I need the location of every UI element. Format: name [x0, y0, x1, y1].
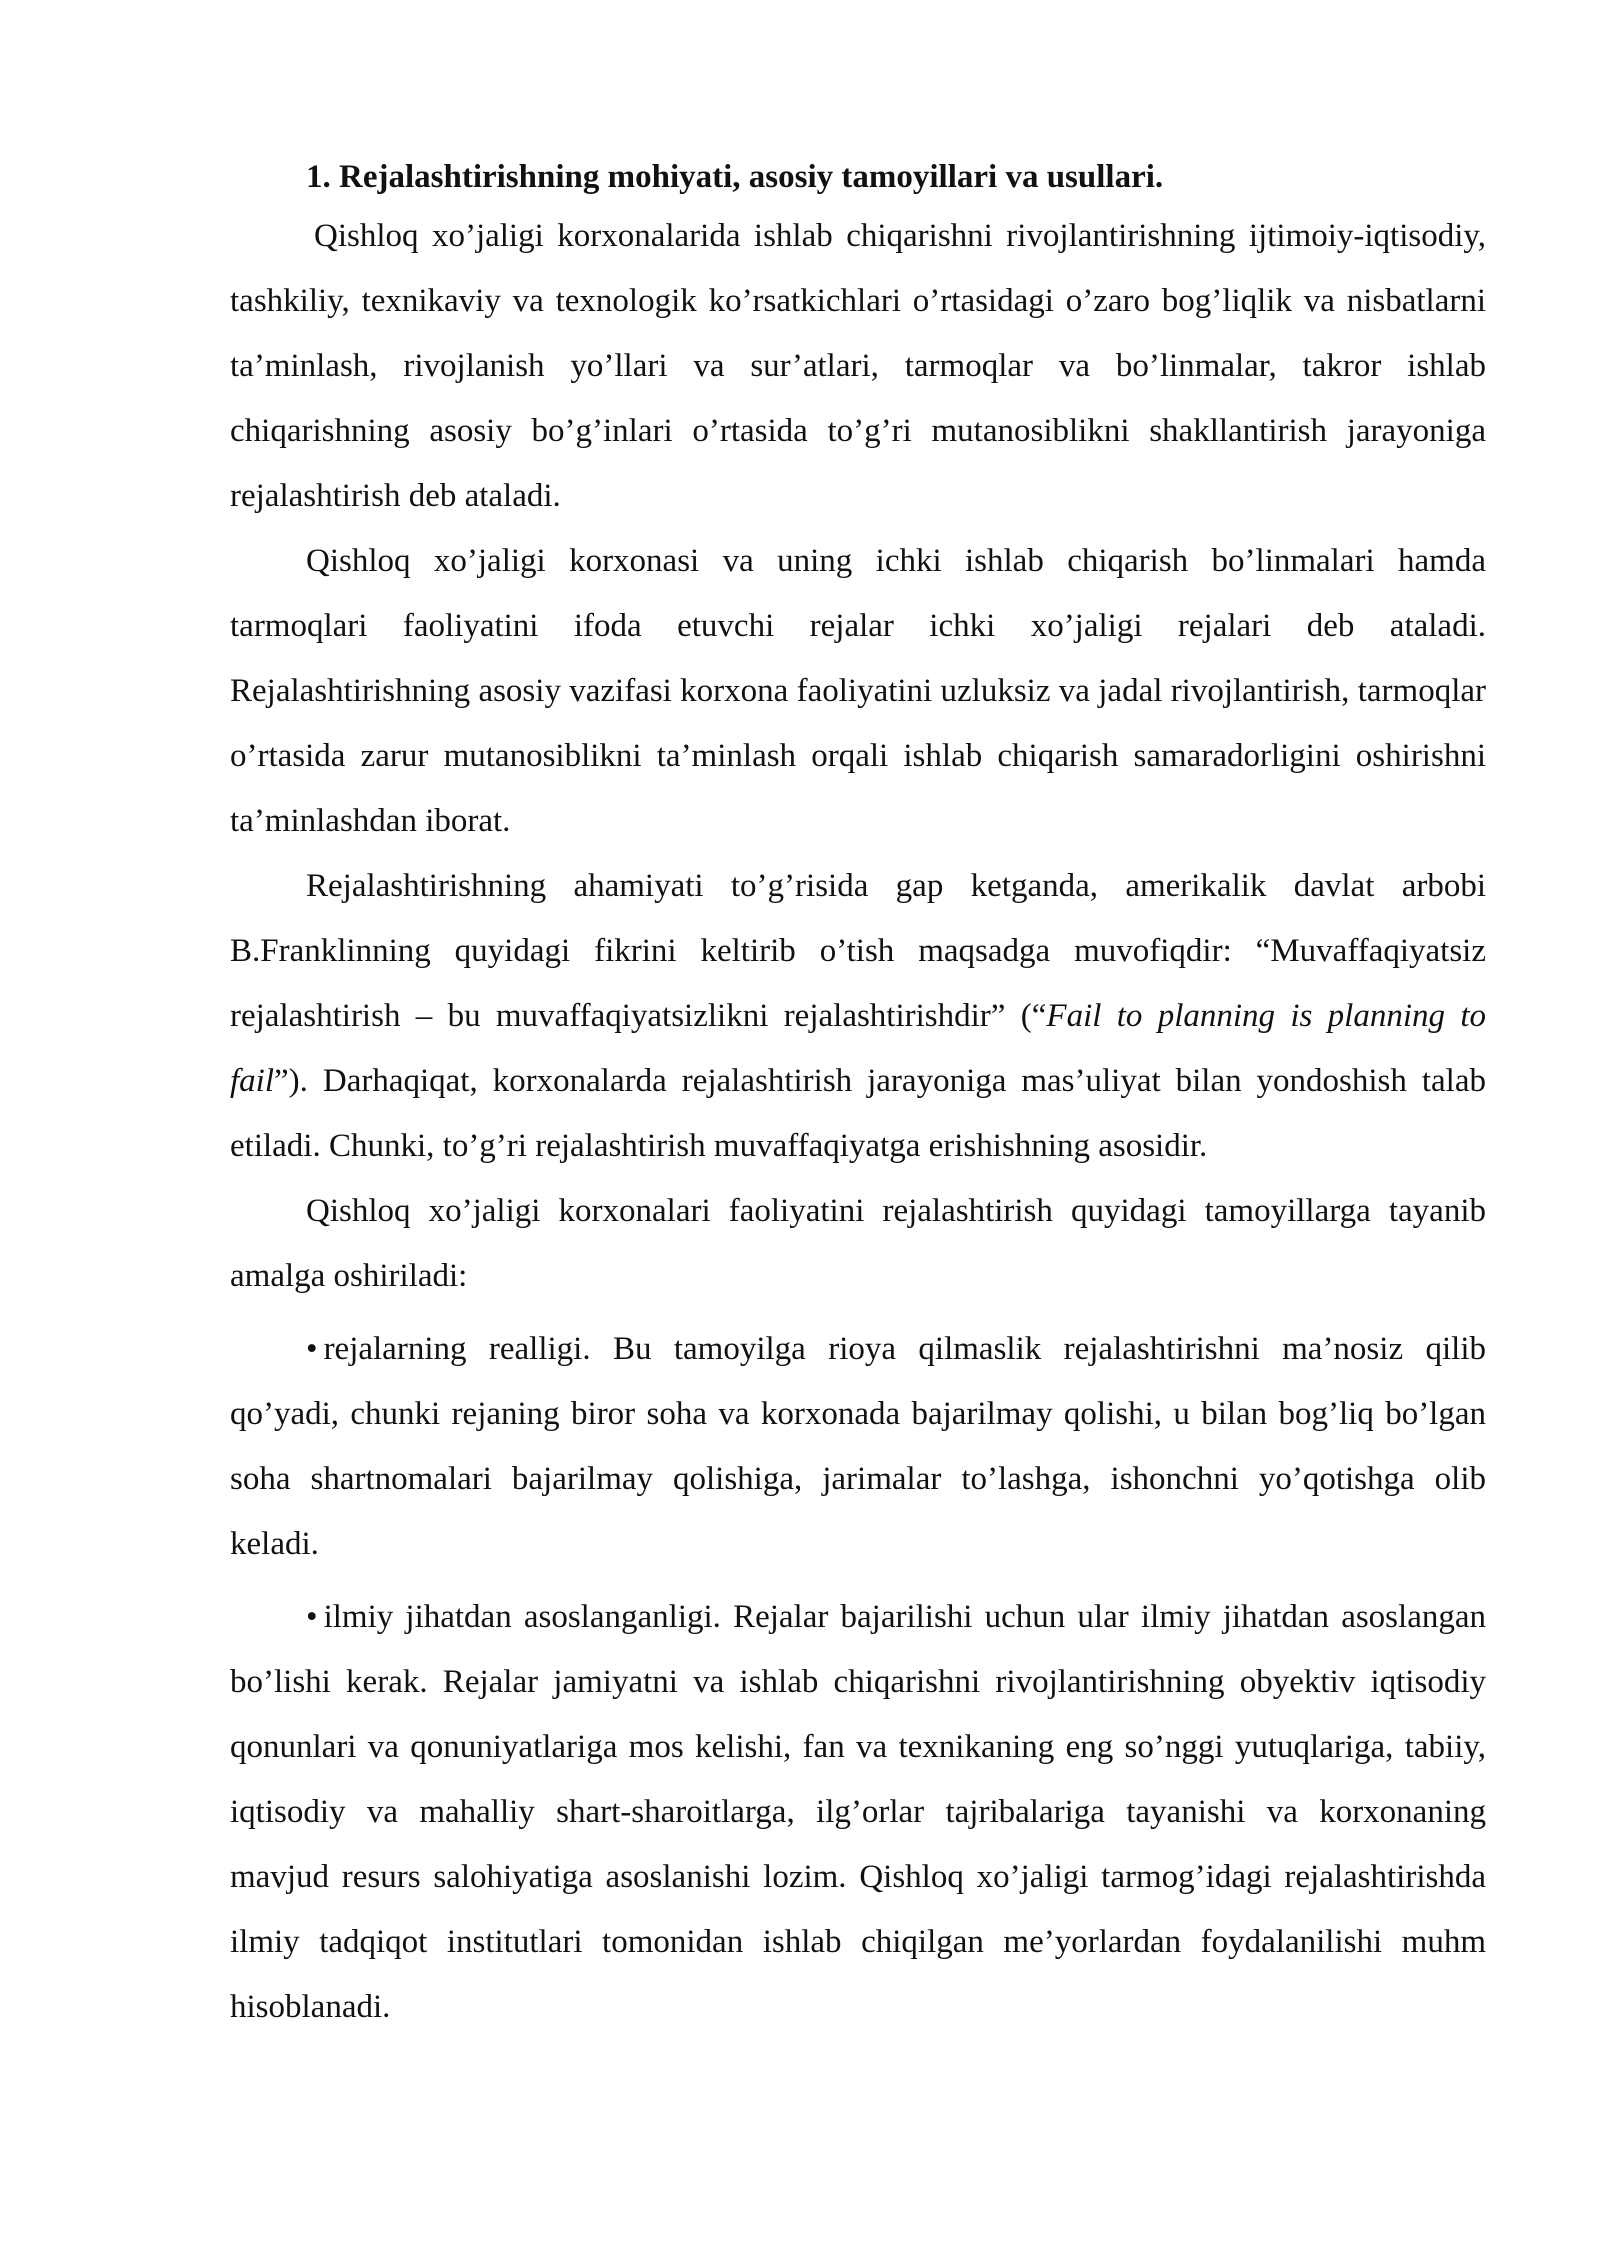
section-heading: 1. Rejalashtirishning mohiyati, asosiy tamoyillari va usullari. — [306, 159, 1164, 195]
bullet-item-reality — [230, 1317, 1486, 1577]
paragraph-principles-intro: Qishloq xo’jaligi korxonalari faoliyatini rejalashtirish quyidagi tamoyillarga tayanib amalga oshiriladi: — [230, 1193, 1486, 1294]
bullet-icon: • — [306, 1599, 318, 1635]
quote-text-before: Rejalashtirishning ahamiyati to’g’risida gap ketganda, amerikalik davlat arbobi B.Franklinning quyidagi fikrini keltirib o’tish maqsadga muvofiqdir: “Muvaffaqiyatsiz rejalashtirish – bu muvaffaqiyatsizlikni rejalashtirishdir” (“ — [230, 868, 1486, 1034]
bullet-icon: • — [306, 1331, 318, 1367]
paragraph-franklin-quote — [230, 854, 1486, 1179]
bullet-text: ilmiy jihatdan asoslanganligi. Rejalar bajarilishi uchun ular ilmiy jihatdan asoslangan bo’lishi kerak. Rejalar jamiyatni va ishlab chiqarishni rivojlantirishning obyektiv iqtisodiy qonunlari va qonuniyatlariga mos kelishi, fan va texnikaning eng so’nggi yutuqlariga, tabiiy, iqtisodiy va mahalliy shart-sharoitlarga, ilg’orlar tajribalariga tayanishi va korxonaning mavjud resurs salohiyatiga asoslanishi lozim. Qishloq xo’jaligi tarmog’idagi rejalashtirishda ilmiy tadqiqot institutlari tomonidan ishlab chiqilgan me’yorlardan foydalanilishi muhm hisoblanadi. — [230, 1599, 1486, 2025]
spacer — [230, 1577, 1486, 1581]
document-body — [230, 150, 1486, 2040]
paragraph-definition: Qishloq xo’jaligi korxonalarida ishlab chiqarishni rivojlantirishning ijtimoiy-iqtisodiy, tashkiliy, texnikaviy va texnologik ko’rsatkichlari o’rtasidagi o’zaro bog’liqlik va nisbatlarni ta’minlash, rivojlanish yo’llari va sur’atlari, tarmoqlar va bo’linmalar, takror ishlab chiqarishning asosiy bo’g’inlari o’rtasida to’g’ri mutanosiblikni shakllantirish jarayoniga rejalashtirish deb ataladi. — [230, 218, 1486, 514]
paragraph-internal-plans: Qishloq xo’jaligi korxonasi va uning ichki ishlab chiqarish bo’linmalari hamda tarmoqlari faoliyatini ifoda etuvchi rejalar ichki xo’jaligi rejalari deb ataladi. Rejalashtirishning asosiy vazifasi korxona faoliyatini uzluksiz va jadal rivojlantirish, tarmoqlar o’rtasida zarur mutanosiblikni ta’minlash orqali ishlab chiqarish samaradorligini oshirishni ta’minlashdan iborat. — [230, 543, 1486, 839]
quote-text-after: ”). Darhaqiqat, korxonalarda rejalashtirish jarayoniga mas’uliyat bilan yondoshish talab etiladi. Chunki, to’g’ri rejalashtirish muvaffaqiyatga erishishning asosidir. — [230, 1063, 1486, 1164]
spacer — [230, 1309, 1486, 1313]
bullet-item-scientific — [230, 1585, 1486, 2040]
quote-english-italic: Fail to planning is planning to fail — [230, 998, 1486, 1099]
bullet-text: rejalarning realligi. Bu tamoyilga rioya qilmaslik rejalashtirishni ma’nosiz qilib qo’yadi, chunki rejaning biror soha va korxonada bajarilmay qolishi, u bilan bog’liq bo’lgan soha shartnomalari bajarilmay qolishiga, jarimalar to’lashga, ishonchni yo’qotishga olib keladi. — [230, 1331, 1486, 1562]
